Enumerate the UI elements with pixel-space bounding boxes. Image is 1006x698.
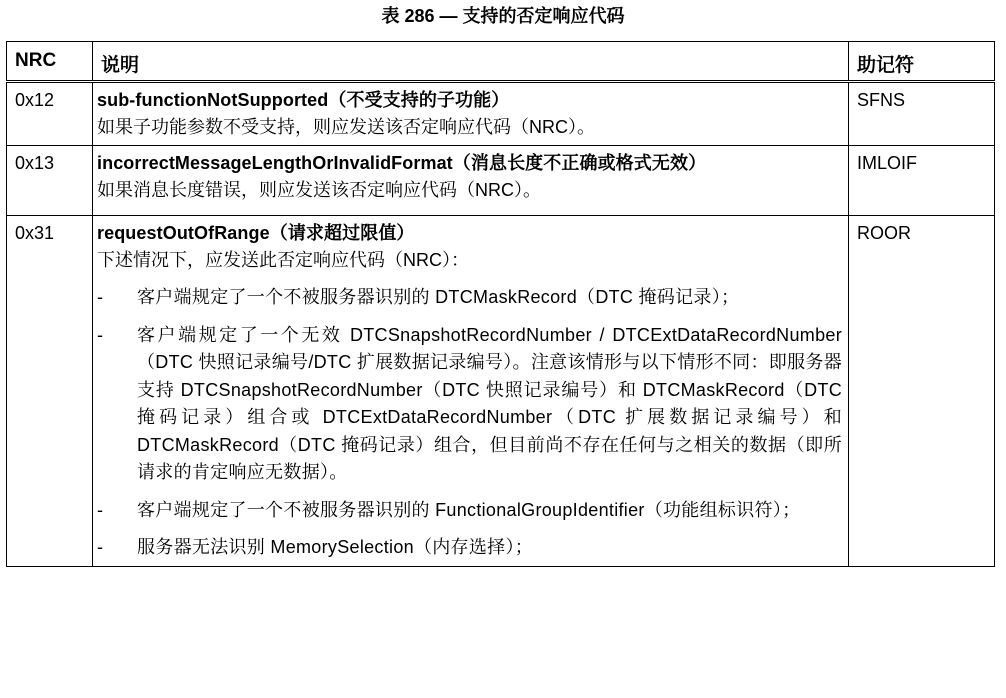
nrc-name: requestOutOfRange	[97, 223, 270, 243]
header-row	[7, 42, 995, 82]
bullet-text: 客户端规定了一个不被服务器识别的 FunctionalGroupIdentifier（功能组标识符）；	[137, 499, 801, 520]
bullet-item	[97, 322, 842, 487]
header-description: 说明	[93, 42, 849, 82]
nrc-code: 0x31	[7, 216, 93, 567]
nrc-name: incorrectMessageLengthOrInvalidFormat	[97, 153, 453, 173]
table-caption: 表 286 — 支持的否定响应代码	[381, 6, 625, 26]
description-cell	[93, 216, 849, 567]
table-row	[7, 216, 995, 567]
nrc-name-cn: （消息长度不正确或格式无效）	[452, 153, 707, 173]
bullet-dash: -	[97, 287, 103, 307]
nrc-mnemonic: ROOR	[849, 216, 995, 567]
table-row	[7, 146, 995, 216]
nrc-description: 如果消息长度错误，则应发送该否定响应代码（NRC）。	[97, 180, 541, 200]
nrc-name-cn: （不受支持的子功能）	[328, 90, 510, 110]
nrc-description: 如果子功能参数不受支持，则应发送该否定响应代码（NRC）。	[97, 117, 595, 137]
nrc-code: 0x13	[7, 146, 93, 216]
bullet-item	[97, 284, 842, 312]
bullet-item	[97, 534, 842, 562]
bullet-dash: -	[97, 537, 103, 557]
nrc-name-cn: （请求超过限值）	[269, 223, 415, 243]
nrc-name-line	[97, 151, 842, 175]
nrc-mnemonic: SFNS	[849, 82, 995, 146]
bullet-dash: -	[97, 499, 103, 520]
nrc-mnemonic: IMLOIF	[849, 146, 995, 216]
nrc-name-line	[97, 88, 842, 112]
nrc-description: 下述情况下，应发送此否定响应代码（NRC）：	[97, 250, 469, 270]
nrc-name-line	[97, 221, 842, 245]
bullet-text: 客户端规定了一个无效 DTCSnapshotRecordNumber / DTCExtDataRecordNumber（DTC 快照记录编号/DTC 扩展数据记录编号）。注意该情形与以下情形不同：即服务器支持 DTCSnapshotRecordNumber（DTC 快照记录编号）和 DTCMaskRecord（DTC 掩码记录）组合或 DTCExtDataRecordNumber（DTC 扩展数据记录编号）和 DTCMaskRecord（DTC 掩码记录）组合，但目前尚不存在任何与之相关的数据（即所请求的肯定响应无数据）。	[137, 324, 842, 482]
bullet-item	[97, 497, 842, 525]
bullet-dash: -	[97, 324, 103, 345]
header-mnemonic: 助记符	[849, 42, 995, 82]
header-nrc: NRC	[7, 42, 93, 82]
bullet-text: 客户端规定了一个不被服务器识别的 DTCMaskRecord（DTC 掩码记录）；	[137, 287, 740, 307]
description-cell	[93, 146, 849, 216]
description-cell	[93, 82, 849, 146]
nrc-table	[6, 41, 995, 567]
nrc-code: 0x12	[7, 82, 93, 146]
table-row	[7, 82, 995, 146]
nrc-name: sub-functionNotSupported	[97, 90, 329, 110]
bullet-text: 服务器无法识别 MemorySelection（内存选择）；	[137, 537, 534, 557]
